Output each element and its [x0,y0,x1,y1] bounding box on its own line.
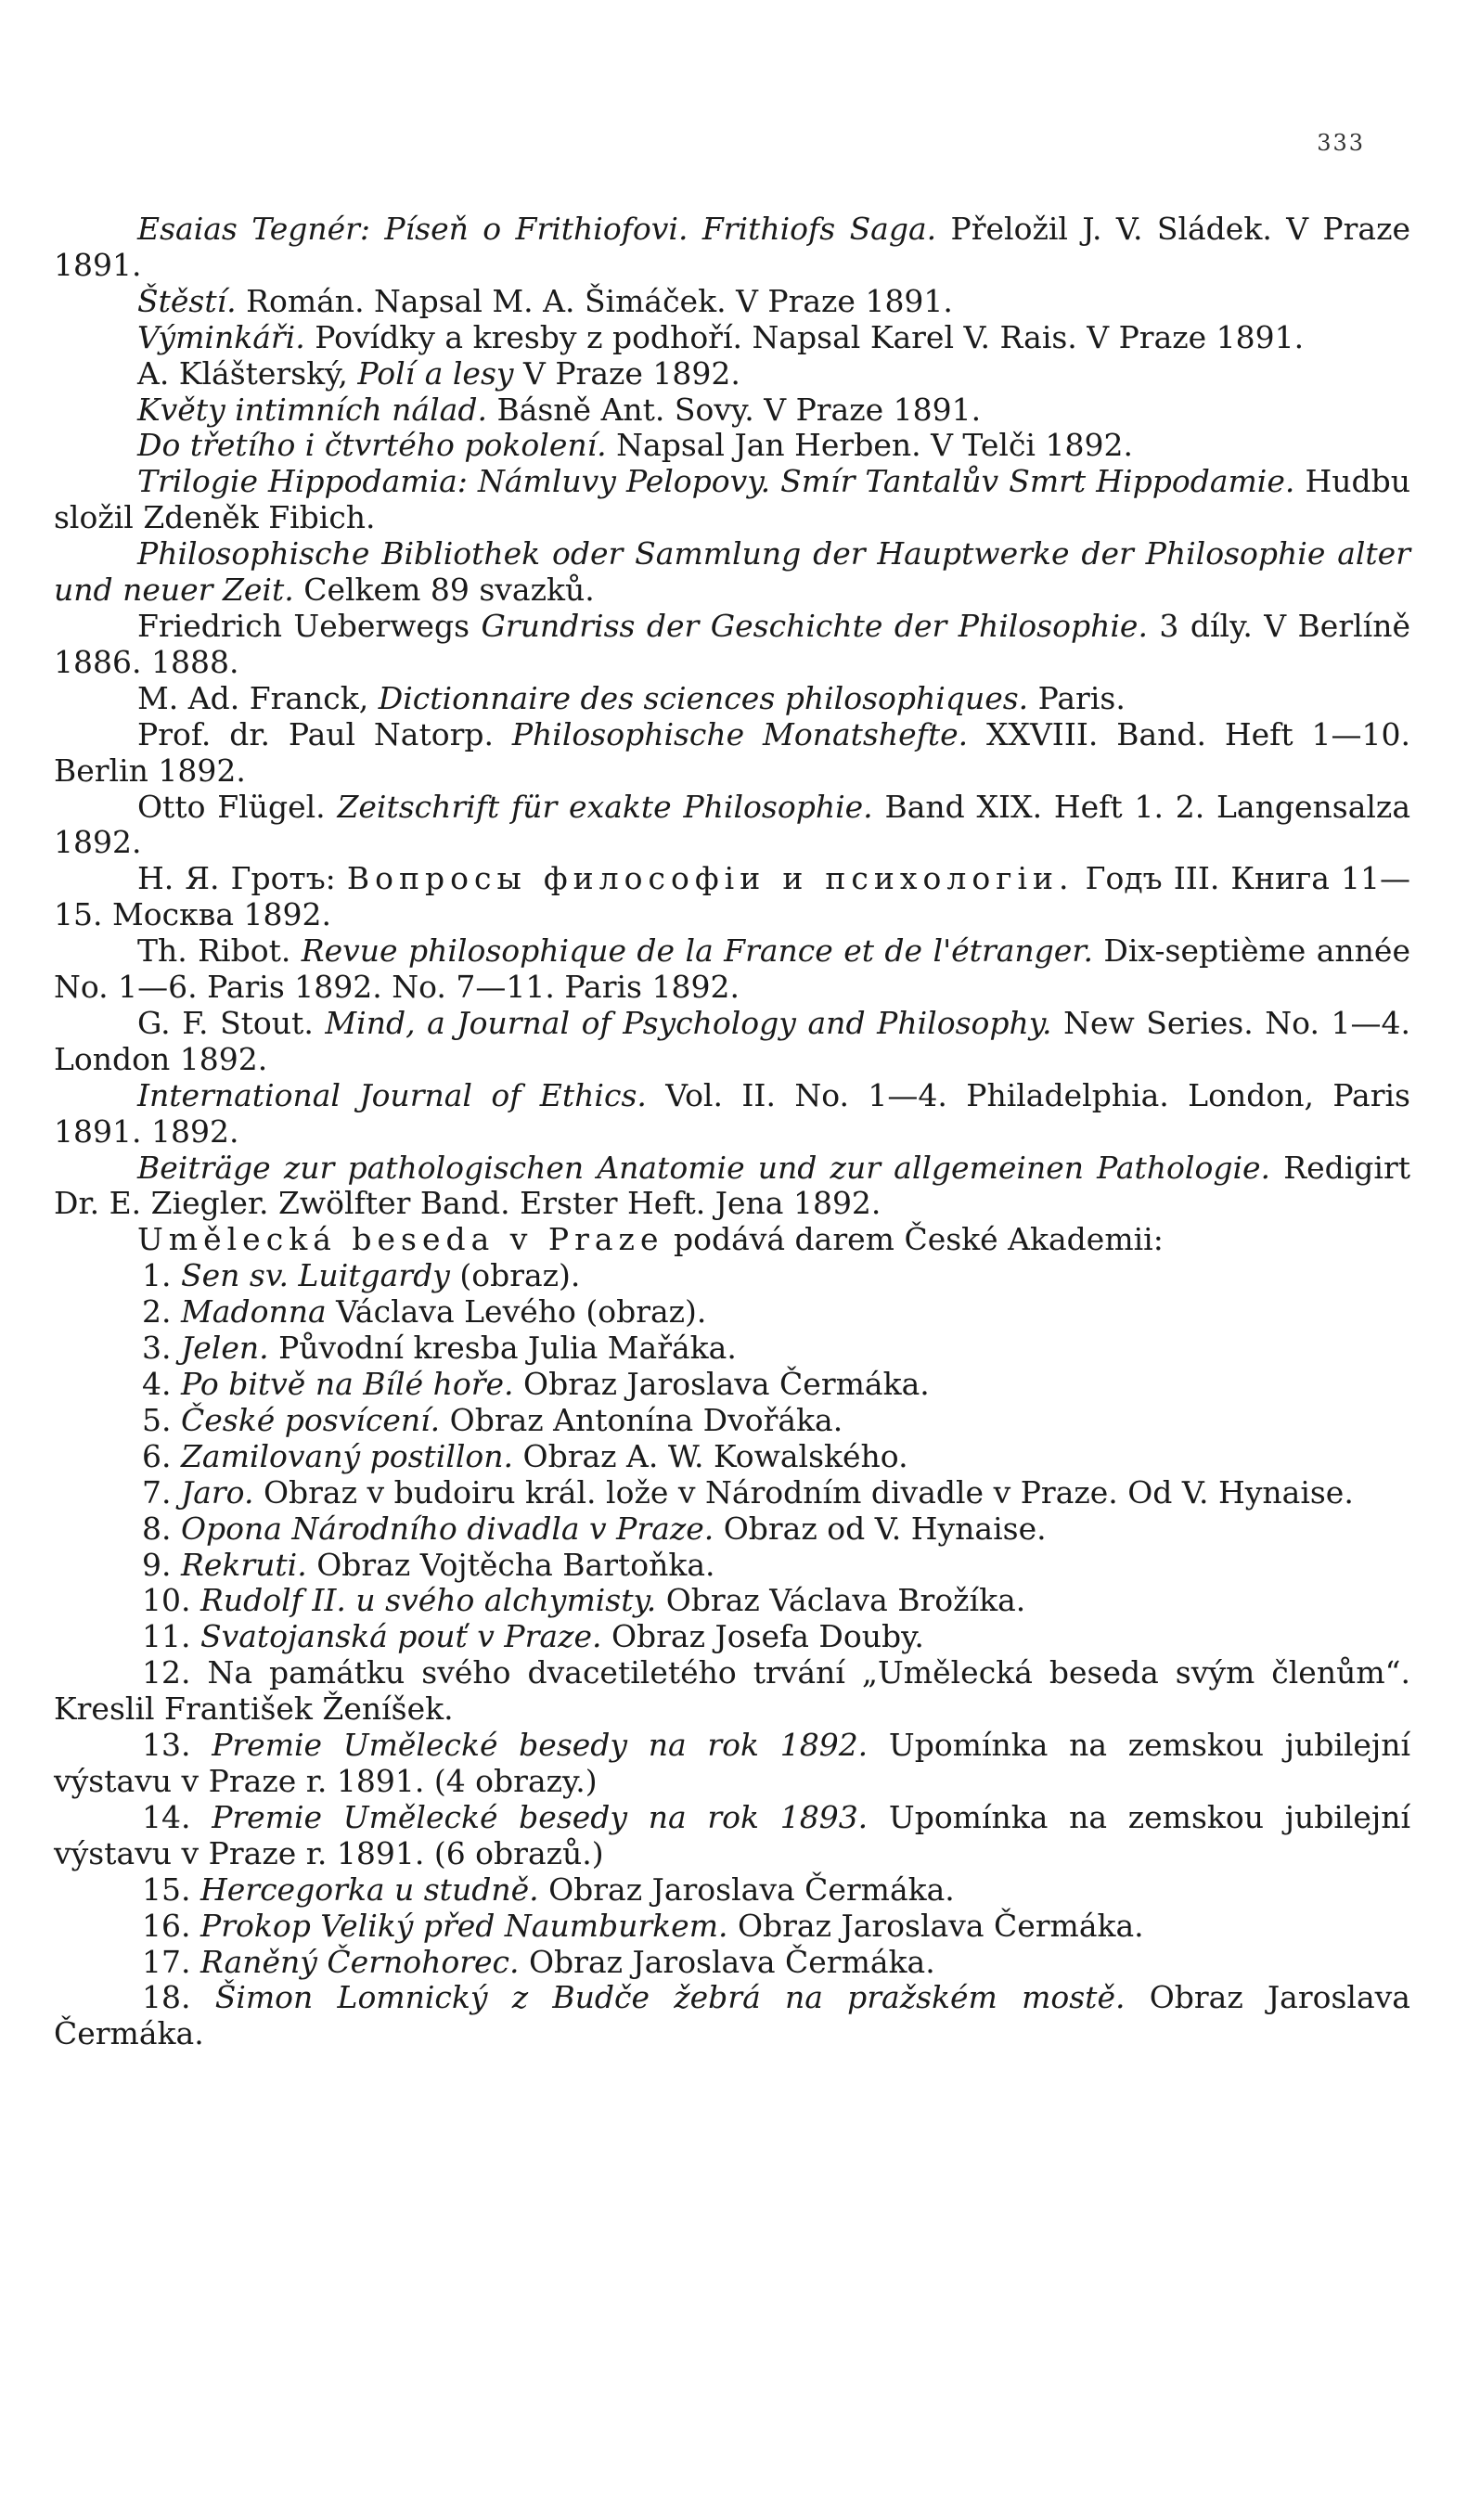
list-item [54,1548,1410,1584]
item-text: Václava Levého (obraz). [326,1293,707,1331]
entry-author: Friedrich Ueberwegs [137,607,482,644]
entry-title: Esaias Tegnér: Píseň o Frithiofovi. Frithiofs Saga. [137,211,937,247]
list-item [54,1078,1410,1151]
item-title: Zamilovaný postillon. [181,1437,514,1474]
list-item [54,1945,1410,1981]
item-title: Madonna [181,1293,327,1331]
list-item [54,1980,1410,2052]
entry-title: Zeitschrift für exakte Philosophie. [337,788,873,825]
entry-text: V Praze 1892. [513,354,740,392]
entry-title: Philosophische Monatshefte. [511,715,969,752]
list-item [54,1655,1410,1728]
item-number: 1. [142,1257,172,1294]
list-item [54,1511,1410,1548]
list-item [54,1909,1410,1945]
entry-title: Štěstí. [137,282,237,319]
entry-text: Vol. II. No. 1—4. Philadelphia. London, Paris 1891. 1892. [54,1076,1410,1150]
entry-text: XXVIII. Band. Heft 1—10. Berlin 1892. [54,715,1410,789]
item-title: Prokop Veliký před Naumburkem. [199,1907,728,1944]
item-title: Rudolf II. u svého alchymisty. [199,1582,657,1619]
entry-text: Dix-septième année No. 1—6. Paris 1892. No. 7—11. Paris 1892. [54,932,1410,1006]
entry-author: Th. Ribot. [137,932,302,970]
entry-text: Redigirt Dr. E. Ziegler. Zwölfter Band. Erster Heft. Jena 1892. [54,1149,1410,1222]
entry-author: A. Klášterský, [137,354,358,392]
entry-title: Trilogie Hippodamia: Námluvy Pelopovy. Smír Tantalův Smrt Hippodamie. [137,463,1295,500]
entry-text: Celkem 89 svazků. [293,572,595,609]
entry-text: Band XIX. Heft 1. 2. Langensalza 1892. [54,788,1410,861]
entry-title: Philosophische Bibliothek oder Sammlung der Hauptwerke der Philosophie alter und neuer Zeit. [54,535,1410,609]
item-text: Obraz Jaroslava Čermáka. [54,1979,1410,2052]
item-title: Jaro. [181,1473,254,1511]
entry-author: Prof. dr. Paul Natorp. [137,715,512,752]
item-number: 17. [142,1943,191,1980]
item-number: 10. [142,1582,191,1619]
item-text: Obraz od V. Hynaise. [714,1510,1047,1547]
list-item [54,1403,1410,1439]
item-title: Raněný Černohorec. [199,1943,520,1980]
list-item [54,1294,1410,1331]
item-title: Opona Národního divadla v Praze. [181,1510,714,1547]
item-text: Na památku svého dvacetiletého trvání „Umělecká beseda svým členům“. Kreslil František Ženíšek. [54,1654,1410,1728]
item-title: České posvícení. [181,1401,441,1438]
list-item [54,212,1410,284]
item-number: 2. [142,1293,172,1331]
entry-title: International Journal of Ethics. [137,1076,647,1113]
entry-title: Květy intimních nálad. [137,391,487,428]
list-item [54,1151,1410,1223]
list-item [54,861,1410,933]
entry-text: podává darem České Akademii: [663,1221,1164,1258]
list-item [54,681,1410,717]
item-text: Obraz Jaroslava Čermáka. [538,1871,955,1908]
list-item [54,790,1410,862]
entry-title: Polí a lesy [357,354,514,392]
entry-text: Годъ III. Книга 11—15. Москва 1892. [54,860,1411,933]
entry-author: M. Ad. Franck, [137,679,379,716]
list-item [54,1475,1410,1511]
entry-title: Вопросы философіи и психологіи. [346,860,1075,897]
item-title: Šimon Lomnický z Budče žebrá na pražském mostě. [214,1979,1126,2016]
item-text: Obraz Jaroslava Čermáka. [727,1907,1144,1944]
item-text: Obraz Josefa Douby. [601,1618,924,1655]
item-title: Svatojanská pouť v Praze. [199,1618,602,1655]
item-number: 3. [142,1330,172,1367]
item-text: Původní kresba Julia Mařáka. [268,1330,737,1367]
entry-title: Dictionnaire des sciences philosophiques. [378,679,1029,716]
list-item [54,1367,1410,1403]
list-item [54,1331,1410,1367]
item-text: Obraz Jaroslava Čermáka. [513,1366,930,1402]
page-body [54,212,1410,2052]
entry-title: Grundriss der Geschichte der Philosophie. [481,607,1148,644]
item-text: Upomínka na zemskou jubilejní výstavu v Praze r. 1891. (6 obrazů.) [54,1798,1411,1871]
entry-text: Hudbu složil Zdeněk Fibich. [54,463,1410,536]
list-item [54,320,1410,356]
list-item [54,284,1410,320]
item-text: Obraz v budoiru král. lože v Národním divadle v Praze. Od V. Hynaise. [253,1473,1354,1511]
item-number: 12. [142,1654,191,1691]
list-item [54,1728,1410,1800]
item-number: 7. [142,1473,172,1511]
item-title: Premie Umělecké besedy na rok 1893. [212,1798,869,1835]
entry-text: Básně Ant. Sovy. V Praze 1891. [486,391,982,428]
entry-text: 3 díly. V Berlíně 1886. 1888. [54,607,1411,680]
list-item [54,1258,1410,1294]
item-number: 4. [142,1366,172,1402]
item-number: 16. [142,1907,191,1944]
list-item [54,356,1410,392]
page-number: 333 [1317,130,1365,156]
entry-text: New Series. No. 1—4. London 1892. [54,1004,1410,1077]
item-number: 18. [142,1979,191,2016]
entry-title: Výminkáři. [137,318,305,355]
entry-title: Mind, a Journal of Psychology and Philosophy. [325,1004,1052,1041]
item-title: Hercegorka u studně. [199,1871,539,1908]
entry-title: Revue philosophique de la France et de l'étranger. [301,932,1093,970]
item-title: Po bitvě na Bílé hoře. [181,1366,514,1402]
item-number: 13. [142,1727,191,1764]
entry-text: Povídky a kresby z podhoří. Napsal Karel V. Rais. V Praze 1891. [304,318,1305,355]
item-title: Sen sv. Luitgardy [181,1257,450,1294]
list-item [54,536,1410,609]
entry-text: Napsal Jan Herben. V Telči 1892. [606,427,1133,464]
list-item [54,717,1410,790]
item-text: Obraz Vojtěcha Bartoňka. [306,1546,715,1583]
list-item [54,1583,1410,1619]
item-title: Jelen. [181,1330,269,1367]
list-item [54,1439,1410,1475]
list-item [54,609,1410,681]
list-item [54,1800,1410,1872]
entry-title: Do třetího i čtvrtého pokolení. [137,427,607,464]
item-title: Rekruti. [181,1546,307,1583]
section-heading [54,1222,1410,1258]
list-item [54,1872,1410,1909]
list-item [54,392,1410,429]
item-text: Obraz A. W. Kowalského. [513,1437,908,1474]
list-item [54,1006,1410,1078]
item-number: 8. [142,1510,172,1547]
item-title: Premie Umělecké besedy na rok 1892. [212,1727,869,1764]
entry-title: Beiträge zur pathologischen Anatomie und zur allgemeinen Pathologie. [137,1149,1271,1186]
entry-author: Otto Flügel. [137,788,338,825]
item-text: Upomínka na zemskou jubilejní výstavu v Praze r. 1891. (4 obrazy.) [54,1727,1411,1799]
item-number: 14. [142,1798,191,1835]
item-number: 11. [142,1618,191,1655]
entry-text: Román. Napsal M. A. Šimáček. V Praze 1891. [236,282,953,319]
entry-text: Přeložil J. V. Sládek. V Praze 1891. [54,211,1410,283]
item-text: Obraz Jaroslava Čermáka. [519,1943,935,1980]
entry-author: G. F. Stout. [137,1004,326,1041]
entry-text: Paris. [1028,679,1126,716]
item-number: 9. [142,1546,172,1583]
item-number: 15. [142,1871,191,1908]
list-item [54,464,1410,536]
list-item [54,1619,1410,1655]
list-item [54,933,1410,1006]
entry-title: Umělecká beseda v Praze [137,1221,664,1258]
item-number: 6. [142,1437,172,1474]
item-text: (obraz). [449,1257,581,1294]
item-number: 5. [142,1401,172,1438]
list-item [54,428,1410,464]
item-text: Obraz Antonína Dvořáka. [440,1401,843,1438]
item-text: Obraz Václava Brožíka. [656,1582,1026,1619]
entry-author: Н. Я. Гротъ: [137,860,347,897]
